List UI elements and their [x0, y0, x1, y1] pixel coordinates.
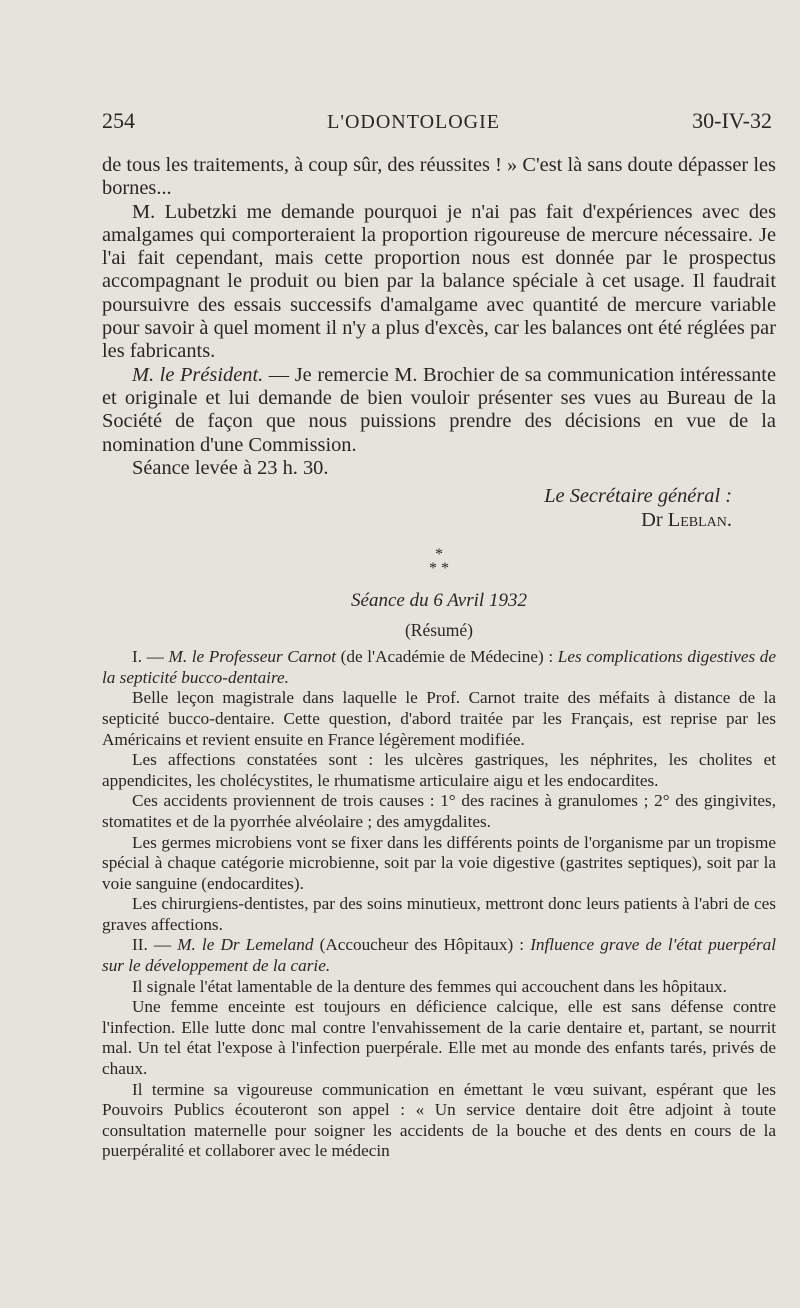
paragraph: Il termine sa vigoureuse communication en émettant le vœu suivant, espérant que les Pouvoirs Publics écouteront son appel : « Un service dentaire doit être adjoint à toute consultation maternelle pour soigner les accidents de la bouche et des dents en cours de la puerpéralité et collaborer avec le médecin	[102, 1079, 776, 1161]
signature-block	[102, 484, 776, 532]
paragraph: Les affections constatées sont : les ulcères gastriques, les néphrites, les cholites et appendicites, les cholécystites, le rhumatisme articulaire aigu et les endocardites.	[102, 750, 776, 790]
asterism-top: *	[435, 546, 443, 564]
speaker: M. le Professeur Carnot	[168, 647, 336, 667]
section-discussion	[102, 154, 776, 480]
talk-title: Les complications digestives de la septicité bucco-dentaire.	[102, 647, 776, 687]
section-summary	[102, 647, 776, 1162]
paragraph: M. Lubetzki me demande pourquoi je n'ai pas fait d'expériences avec des amalgames qui comporteraient la proportion rigoureuse de mercure nécessaire. Je l'ai fait cependant, mais cette proportion nous est donnée par le prospectus accompagnant le produit ou bien par la balance spéciale à cet usage. Il faudrait poursuivre des essais successifs d'amalgame avec quantité de mercure variable pour savoir à quel moment il n'y a plus d'excès, car les balances ont été réglées par les fabricants.	[102, 200, 776, 363]
paragraph: II. — M. le Dr Lemeland (Accoucheur des Hôpitaux) : Influence grave de l'état puerpéral sur le développement de la carie.	[102, 935, 776, 976]
paragraph: Il signale l'état lamentable de la denture des femmes qui accouchent dans les hôpitaux.	[132, 976, 727, 996]
issue-date: 30-IV-32	[692, 108, 772, 133]
asterism-divider	[102, 548, 776, 576]
seance-title: Séance du 6 Avril 1932	[351, 590, 527, 612]
talk-title: Influence grave de l'état puerpéral sur le développement de la carie.	[102, 935, 776, 976]
asterism-bottom: * *	[429, 560, 449, 578]
paragraph-text: — Je remercie M. Brochier de sa communication intéressante et originale et lui demande de bien vouloir présenter ses vues au Bureau de la Société de façon que nous puissions prendre des décisions en vue de la nomination d'une Commission.	[102, 363, 776, 456]
journal-title: L'ODONTOLOGIE	[327, 111, 500, 133]
signature-name: Leblan.	[667, 509, 732, 532]
paragraph: de tous les traitements, à coup sûr, des réussites ! » C'est là sans doute dépasser les bornes...	[102, 154, 776, 200]
paragraph	[102, 364, 776, 457]
speaker: M. le Dr Lemeland	[177, 935, 314, 955]
signature-prefix: Dr	[641, 509, 663, 532]
speaker: M. le Président.	[132, 363, 264, 386]
paragraph: Séance levée à 23 h. 30.	[132, 456, 329, 479]
paragraph: Les chirurgiens-dentistes, par des soins minutieux, mettront donc leurs patients à l'abri de ces graves affections.	[102, 894, 776, 934]
paragraph: Ces accidents proviennent de trois causes : 1° des racines à granulomes ; 2° des gingivites, stomatites et de la pyorrhée alvéolaire ; des amygdalites.	[102, 791, 776, 831]
paragraph: Belle leçon magistrale dans laquelle le Prof. Carnot traite des méfaits à distance de la septicité bucco-dentaire. Cette question, d'abord traitée par les Français, est reprise par les Américains et revient ensuite en France légèrement modifiée.	[102, 688, 776, 749]
paragraph: Une femme enceinte est toujours en déficience calcique, elle est sans défense contre l'infection. Elle lutte donc mal contre l'envahissement de la carie dentaire et, partant, se nourrit mal. Un tel état l'expose à l'infection puerpérale. Elle met au monde des enfants tarés, privés de chaux.	[102, 997, 776, 1079]
paragraph: I. — M. le Professeur Carnot (de l'Académie de Médecine) : Les complications digestives de la septicité bucco-dentaire.	[102, 647, 776, 687]
section-heading	[102, 590, 776, 612]
paragraph: Les germes microbiens vont se fixer dans les différents points de l'organisme par un tropisme spécial à chaque catégorie microbienne, soit par la voie digestive (gastrites septiques), soit par la voie sanguine (endocardites).	[102, 832, 776, 893]
section-subheading: (Résumé)	[404, 620, 474, 641]
signature-role: Le Secrétaire général :	[544, 485, 732, 508]
running-header	[102, 108, 776, 134]
page-number: 254	[102, 108, 135, 133]
